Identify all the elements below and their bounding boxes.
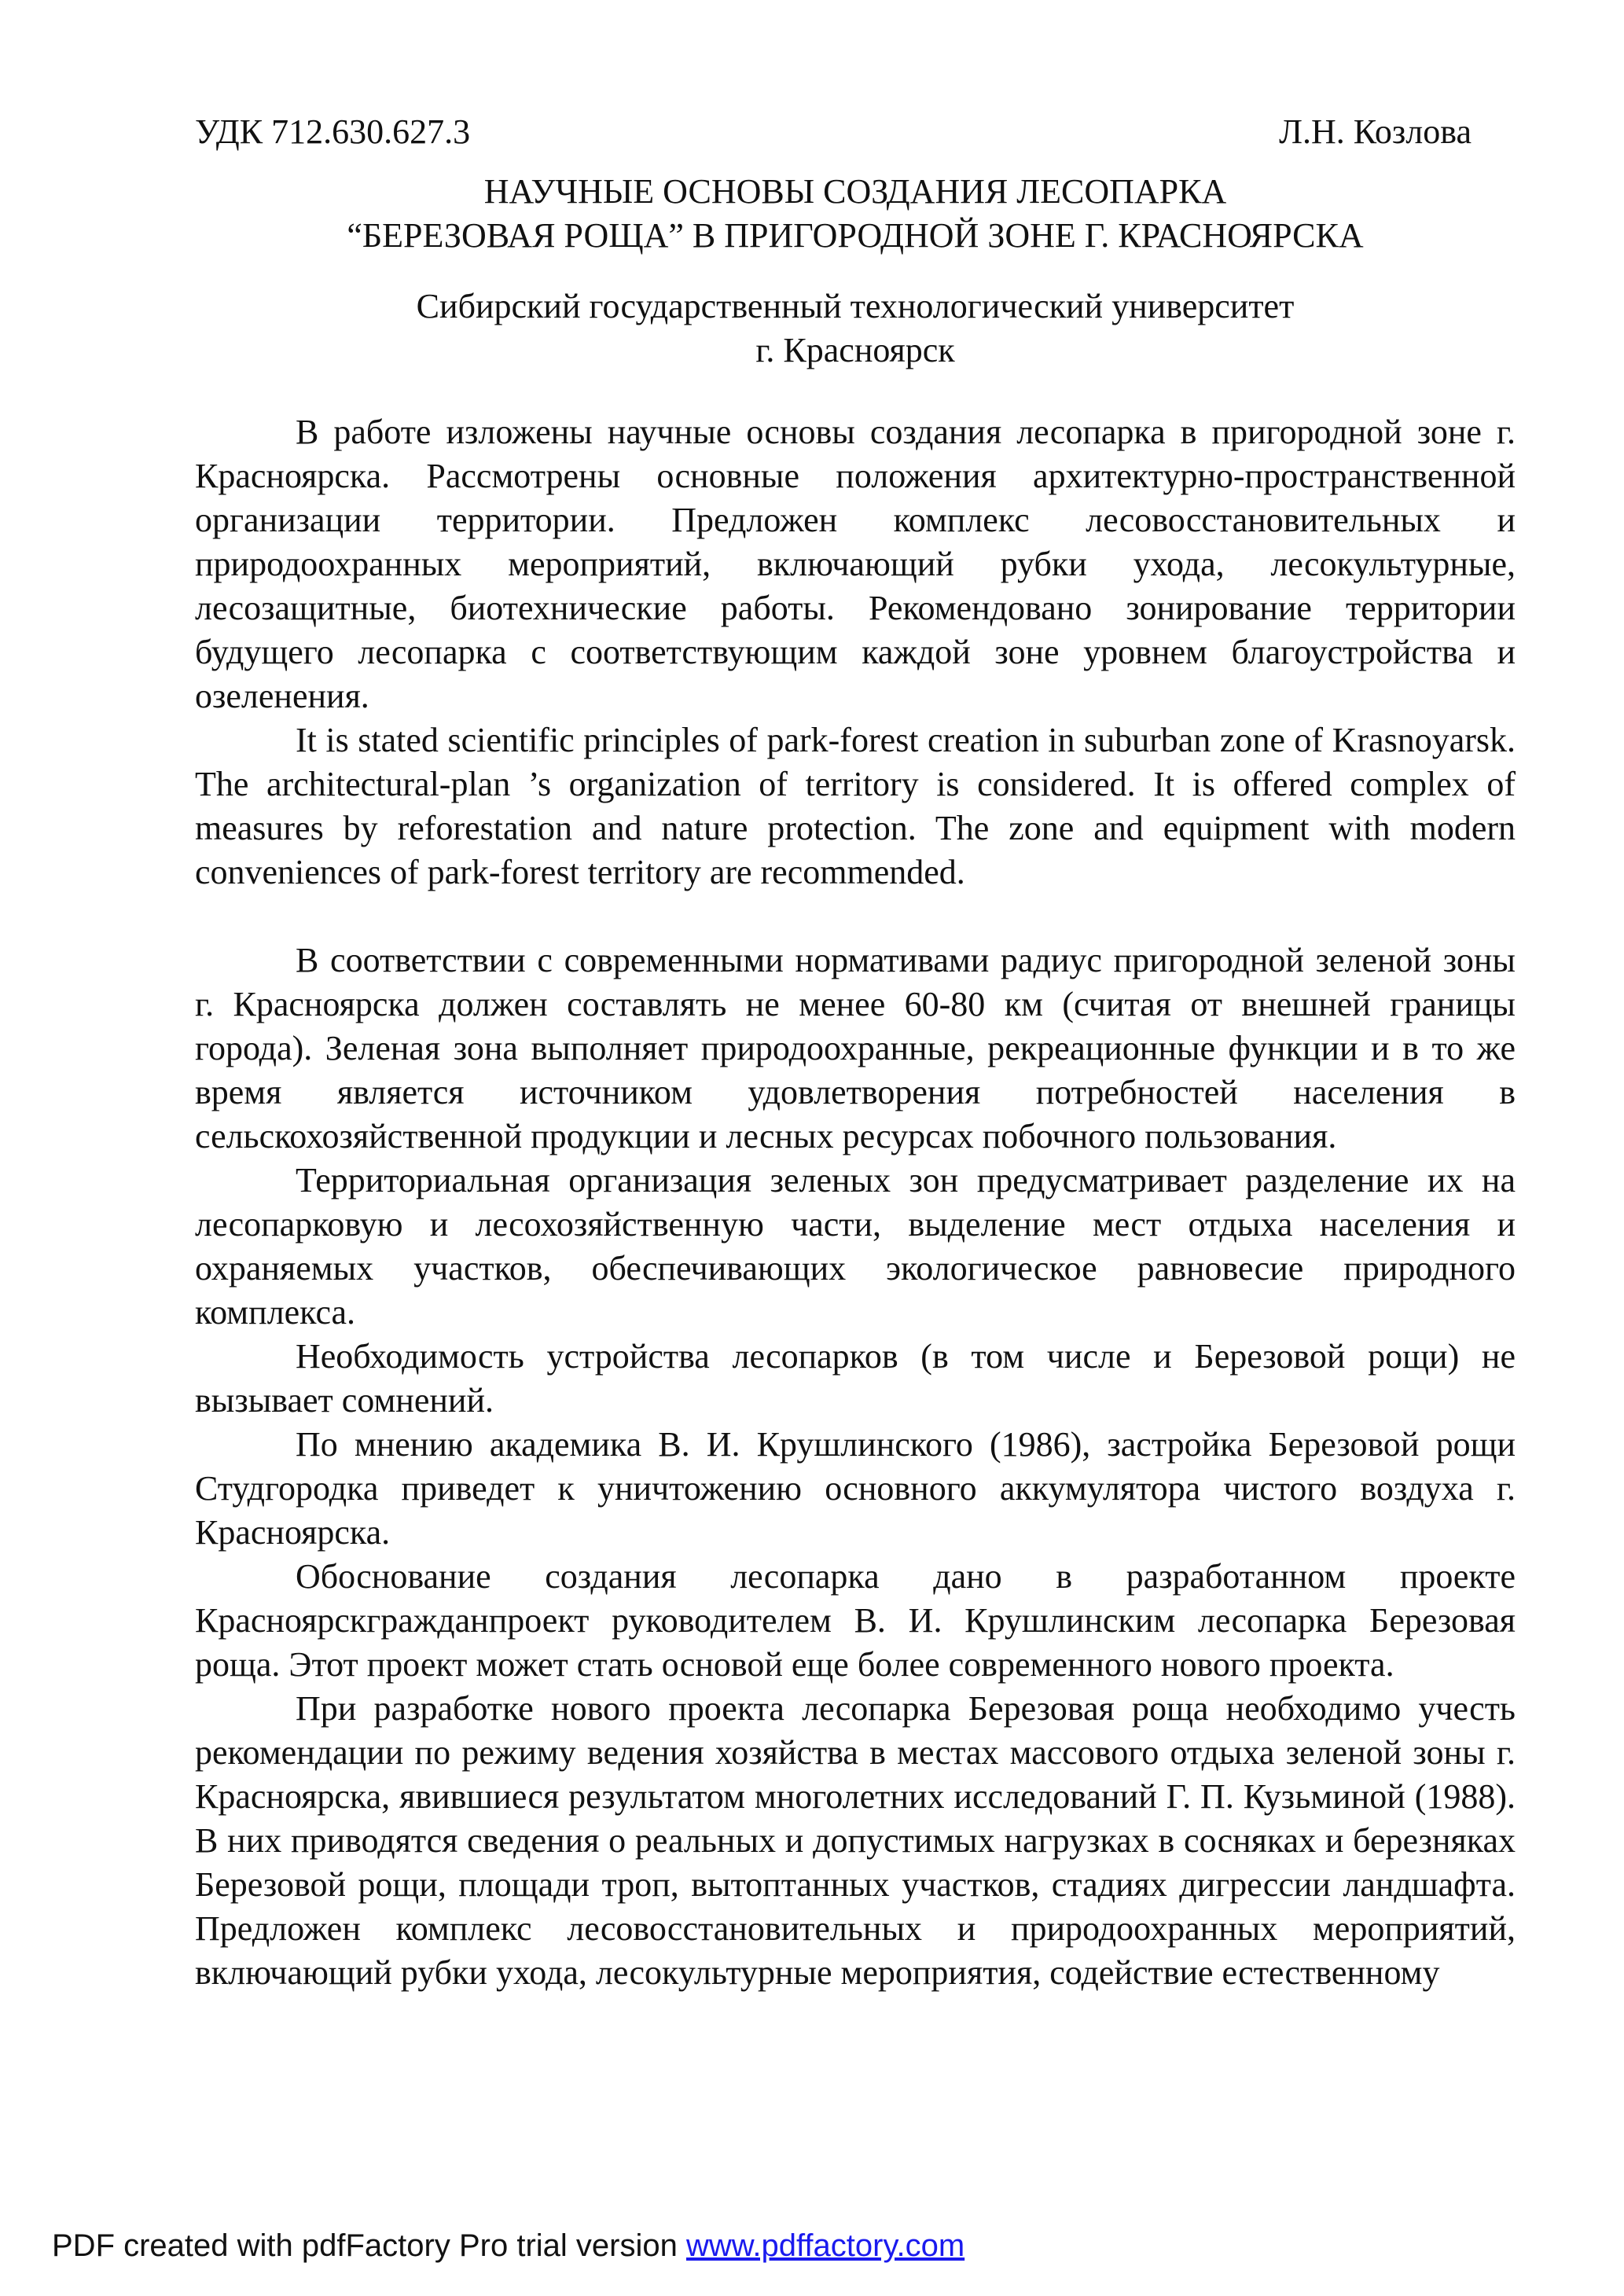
footer-link[interactable]: www.pdffactory.com: [685, 2228, 965, 2263]
abstract-russian: В работе изложены научные основы создания лесопарка в пригородной зоне г. Красноярска. Рассмотрены основные положения архитектурно-пространственной организации территории. Предложен комплекс лесовосстановительных и природоохранных мероприятий, включающий рубки ухода, лесокультурные, лесозащитные, биотехнические работы. Рекомендовано зонирование территории будущего лесопарка с соответствующим каждой зоне уровнем благоустройства и озеленения.: [195, 413, 1516, 715]
footer-text: PDF created with pdfFactory Pro trial version: [52, 2228, 686, 2263]
affiliation: [195, 285, 1516, 373]
udk-code: УДК 712.630.627.3: [195, 112, 471, 151]
author-name: Л.Н. Козлова: [1279, 112, 1472, 151]
body-paragraph: Обоснование создания лесопарка дано в разработанном проекте Красноярскгражданпроект руководителем В. И. Крушлинским лесопарка Березовая роща. Этот проект может стать основой еще более современного нового проекта.: [195, 1557, 1516, 1684]
pdf-footer: [52, 2227, 964, 2265]
body-paragraph: При разработке нового проекта лесопарка Березовая роща необходимо учесть рекомендации по режиму ведения хозяйства в местах массового отдыха зеленой зоны г. Красноярска, явившиеся результатом многолетних исследований Г. П. Кузьминой (1988). В них приводятся сведения о реальных и допустимых нагрузках в сосняках и березняках Березовой рощи, площади троп, вытоптанных участков, стадиях дигрессии ландшафта. Предложен комплекс лесовосстановительных и природоохранных мероприятий, включающий рубки ухода, лесокультурные мероприятия, содействие естественному: [195, 1689, 1516, 1992]
affiliation-line-1: Сибирский государственный технологический университет: [416, 287, 1295, 325]
title-line-2: “БЕРЕЗОВАЯ РОЩА” В ПРИГОРОДНОЙ ЗОНЕ Г. КРАСНОЯРСКА: [347, 216, 1364, 255]
abstract: [195, 410, 1516, 895]
document-page: [195, 110, 1516, 1995]
title-line-1: НАУЧНЫЕ ОСНОВЫ СОЗДАНИЯ ЛЕСОПАРКА: [483, 172, 1227, 211]
abstract-english: It is stated scientific principles of park-forest creation in suburban zone of Krasnoyarsk. The architectural-plan ’s organization of territory is considered. It is offered complex of measures by reforestation and nature protection. The zone and equipment with modern conveniences of park-forest territory are recommended.: [195, 721, 1516, 891]
article-title: [195, 170, 1516, 258]
body-paragraph: Необходимость устройства лесопарков (в том числе и Березовой рощи) не вызывает сомнений.: [195, 1337, 1516, 1420]
body-paragraph: В соответствии с современными нормативами радиус пригородной зеленой зоны г. Красноярска должен составлять не менее 60-80 км (считая от внешней границы города). Зеленая зона выполняет природоохранные, рекреационные функции и в то же время является источником удовлетворения потребностей населения в сельскохозяйственной продукции и лесных ресурсах побочного пользования.: [195, 941, 1516, 1155]
article-body: [195, 939, 1516, 1995]
header-row: [195, 110, 1516, 154]
body-paragraph: По мнению академика В. И. Крушлинского (1986), застройка Березовой рощи Студгородка приведет к уничтожению основного аккумулятора чистого воздуха г. Красноярска.: [195, 1425, 1516, 1552]
body-paragraph: Территориальная организация зеленых зон предусматривает разделение их на лесопарковую и лесохозяйственную части, выделение мест отдыха населения и охраняемых участков, обеспечивающих экологическое равновесие природного комплекса.: [195, 1161, 1516, 1332]
affiliation-line-2: г. Красноярск: [755, 331, 955, 369]
